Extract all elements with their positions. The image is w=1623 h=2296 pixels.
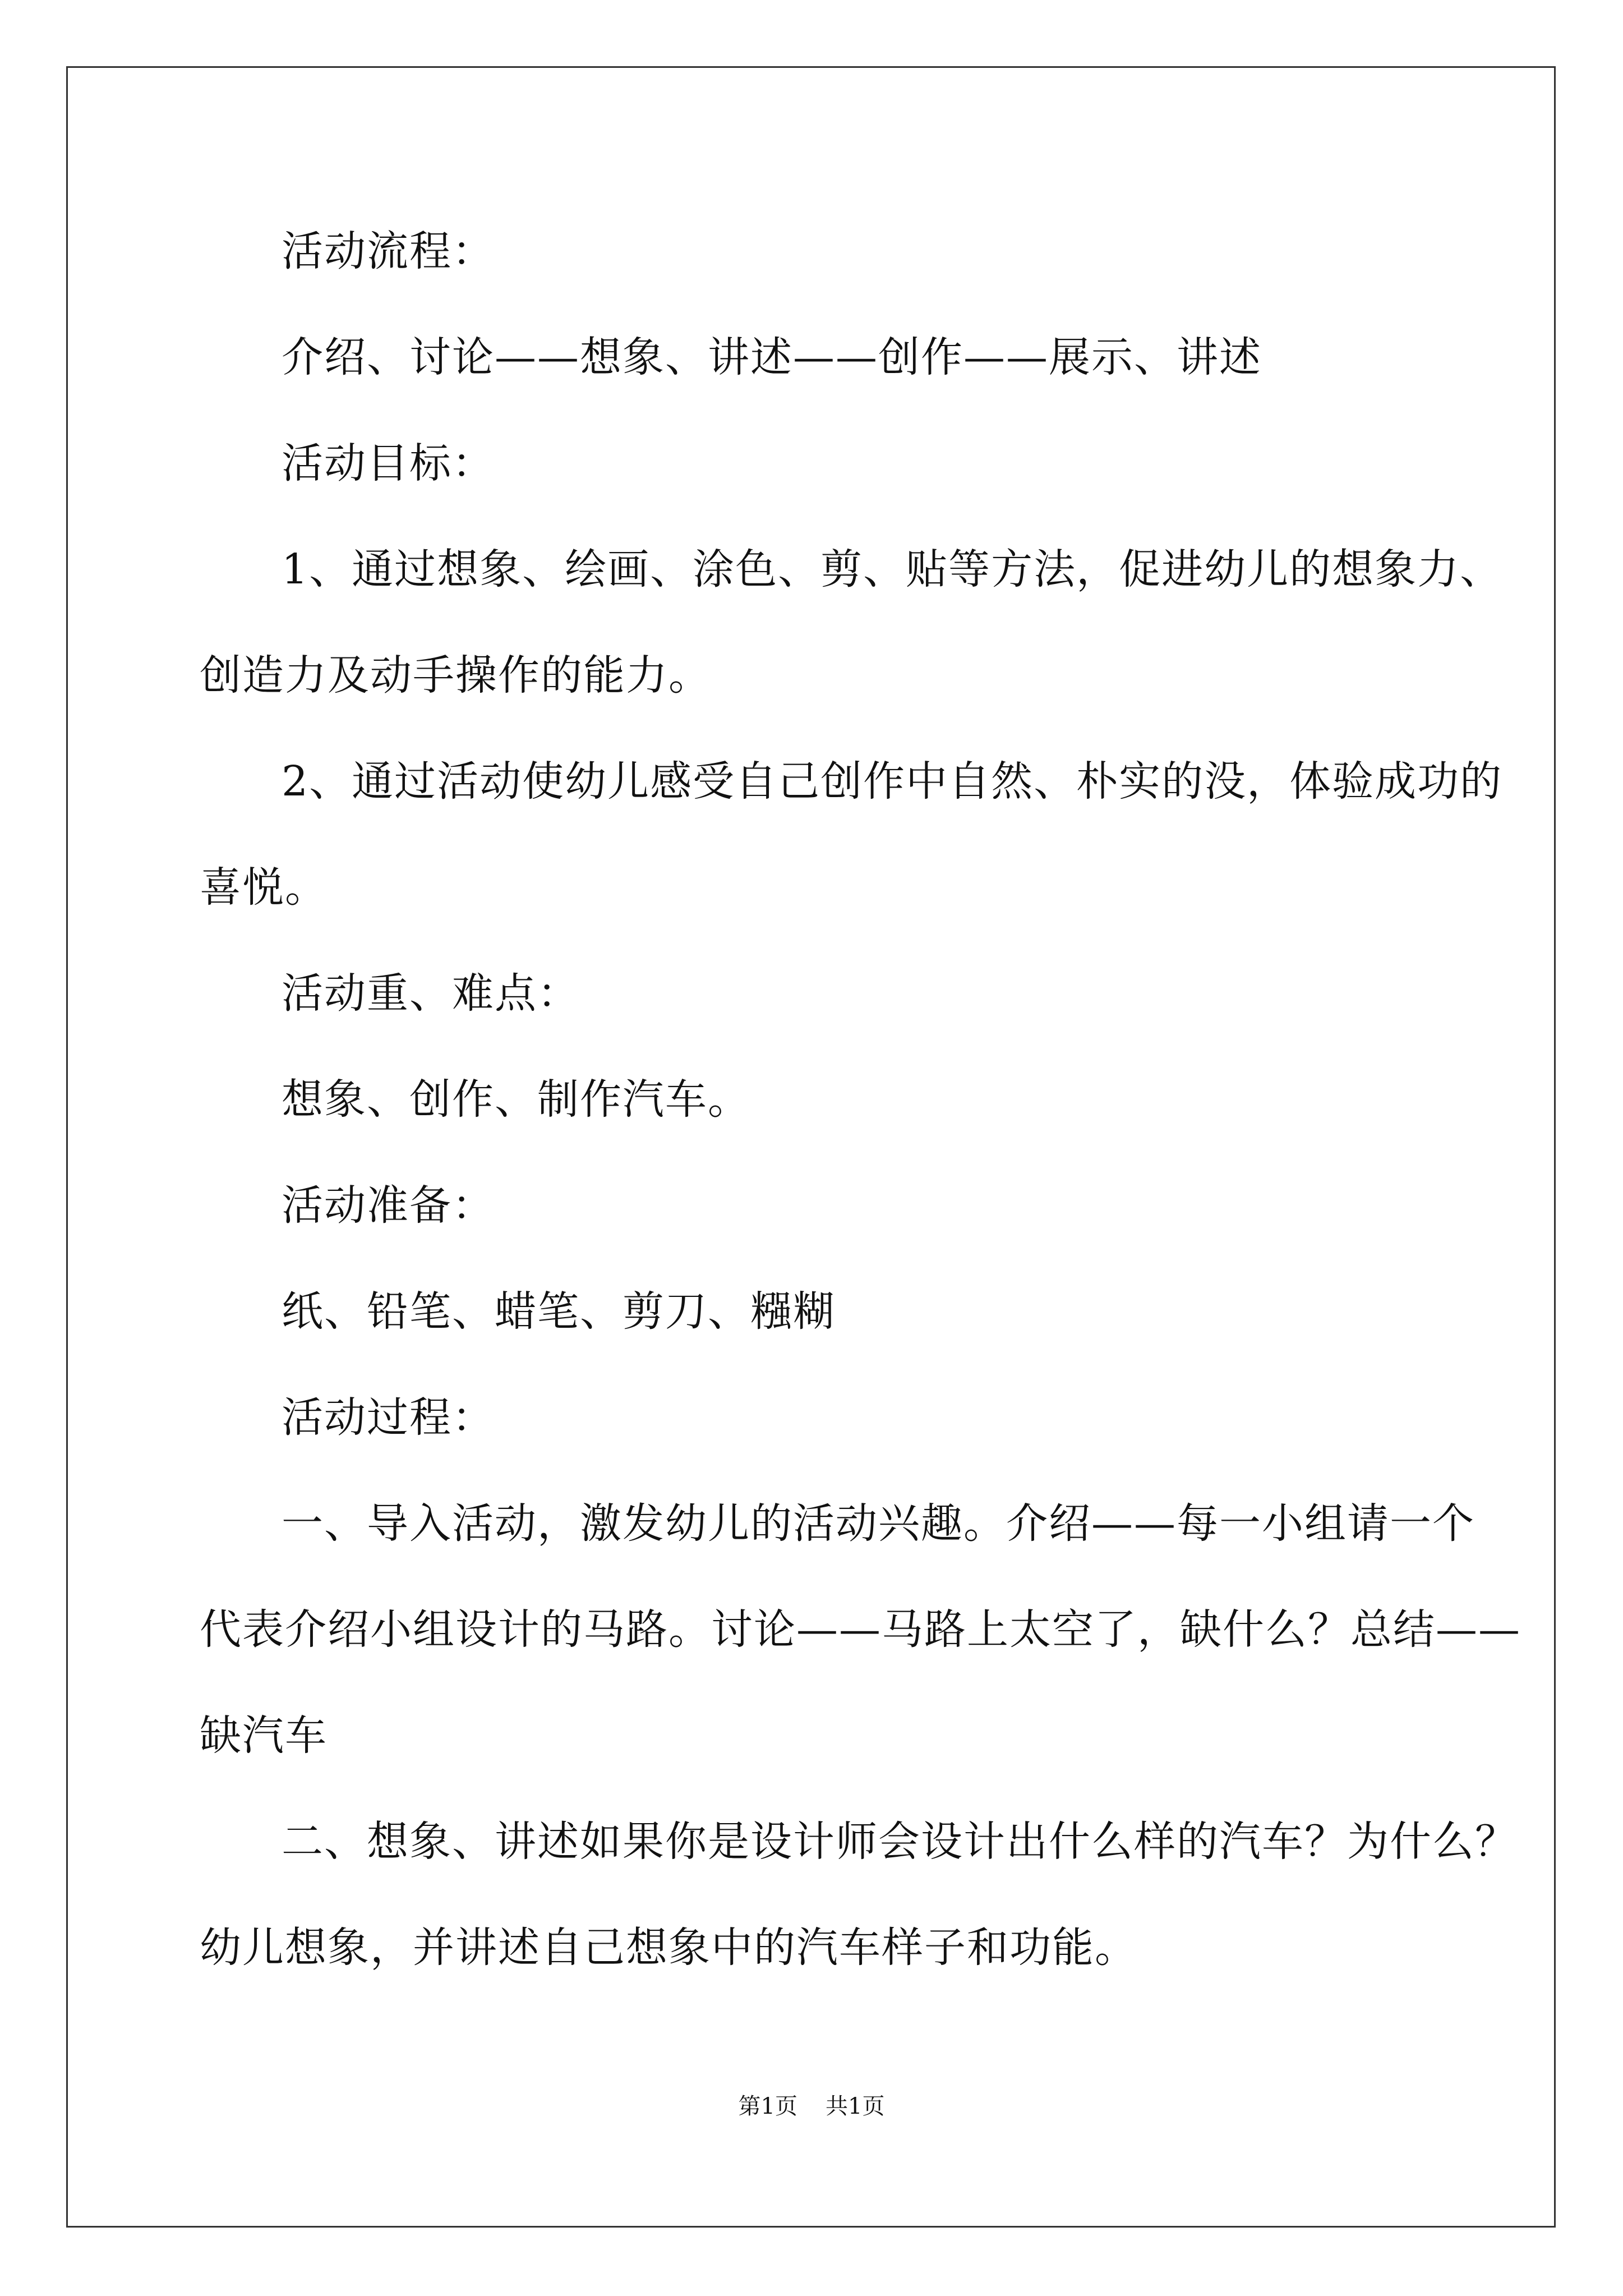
page-border: [66, 66, 1556, 2228]
paragraph-step-1: 一、导入活动，激发幼儿的活动兴趣。介绍——每一小组请一个: [282, 1499, 1475, 1548]
heading-goals: 活动目标：: [282, 439, 495, 487]
heading-key-points: 活动重、难点：: [282, 969, 580, 1018]
paragraph-goal-1: 1、通过想象、绘画、涂色、剪、贴等方法，促进幼儿的想象力、: [282, 545, 1503, 593]
paragraph-preparation: 纸、铅笔、蜡笔、剪刀、糨糊: [282, 1287, 836, 1336]
paragraph-goal-2-cont: 喜悦。: [200, 863, 328, 912]
paragraph-step-2: 二、想象、讲述如果你是设计师会设计出什么样的汽车？为什么？: [282, 1818, 1518, 1866]
page-total: 共1页: [826, 2093, 885, 2119]
paragraph-goal-2: 2、通过活动使幼儿感受自己创作中自然、朴实的没，体验成功的: [282, 757, 1503, 806]
paragraph-key-points: 想象、创作、制作汽车。: [282, 1075, 750, 1124]
page-footer: [0, 2095, 1623, 2118]
heading-preparation: 活动准备：: [282, 1181, 495, 1230]
paragraph-step-1-end: 缺汽车: [200, 1711, 328, 1760]
paragraph-step-2-cont: 幼儿想象，并讲述自己想象中的汽车样子和功能。: [200, 1924, 1137, 1972]
paragraph-goal-1-cont: 创造力及动手操作的能力。: [200, 651, 711, 700]
page-number: 第1页: [738, 2093, 797, 2119]
heading-process: 活动流程：: [282, 227, 495, 275]
paragraph-step-1-cont: 代表介绍小组设计的马路。讨论——马路上太空了，缺什么？总结——: [200, 1605, 1521, 1654]
paragraph-process: 介绍、讨论——想象、讲述——创作——展示、讲述: [282, 333, 1262, 381]
heading-procedure: 活动过程：: [282, 1393, 495, 1442]
